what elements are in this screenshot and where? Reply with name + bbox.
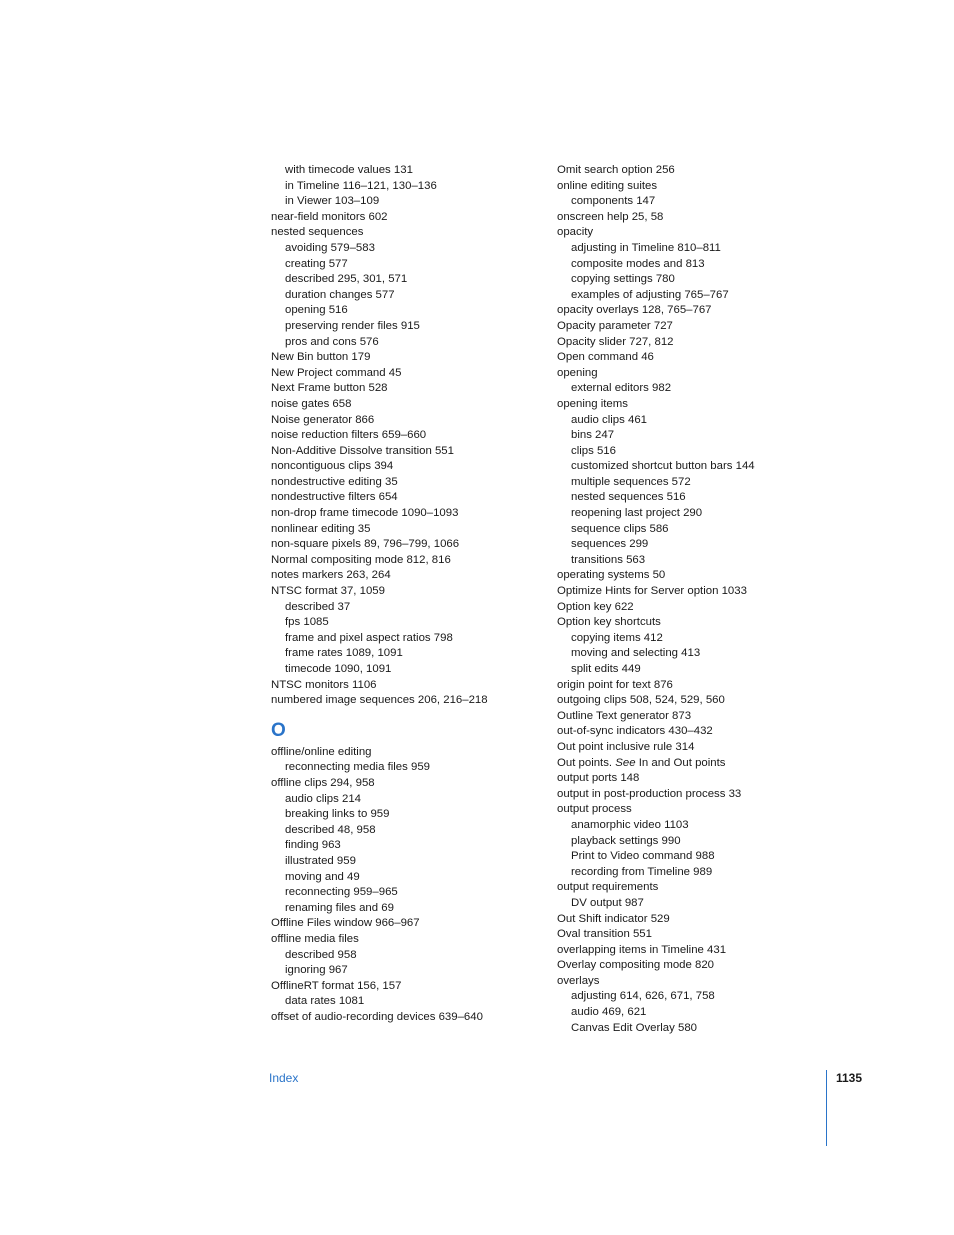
index-entry: Noise generator 866 <box>271 413 375 426</box>
index-entry: near-field monitors 602 <box>271 210 388 223</box>
index-entry: Outline Text generator 873 <box>557 709 692 722</box>
index-entry: Offline Files window 966–967 <box>271 917 420 930</box>
index-entry: Option key shortcuts <box>557 616 661 629</box>
index-entry: Out point inclusive rule 314 <box>557 740 695 753</box>
index-subentry: in Viewer 103–109 <box>285 195 380 208</box>
index-entry: noise gates 658 <box>271 397 352 410</box>
page-number: 1135 <box>836 1071 863 1085</box>
footer-divider <box>826 1070 827 1146</box>
index-subentry: bins 247 <box>571 429 615 442</box>
index-entry: offline clips 294, 958 <box>271 776 375 789</box>
index-subentry: nested sequences 516 <box>571 491 686 504</box>
index-subentry: described 48, 958 <box>285 823 376 836</box>
index-subentry: transitions 563 <box>571 553 646 566</box>
index-subentry: reconnecting 959–965 <box>285 886 398 899</box>
index-entry: OfflineRT format 156, 157 <box>271 979 402 992</box>
index-subentry: playback settings 990 <box>571 834 681 847</box>
index-entry: noncontiguous clips 394 <box>271 460 394 473</box>
index-subentry: in Timeline 116–121, 130–136 <box>285 179 437 192</box>
index-subentry: avoiding 579–583 <box>285 241 375 254</box>
index-entry: noise reduction filters 659–660 <box>271 429 427 442</box>
index-subentry: examples of adjusting 765–767 <box>571 288 729 301</box>
index-entry: opacity <box>557 226 594 239</box>
index-entry: non-square pixels 89, 796–799, 1066 <box>271 538 460 551</box>
index-entry: numbered image sequences 206, 216–218 <box>271 694 488 707</box>
index-letter-heading: O <box>271 719 286 741</box>
index-column-right <box>557 163 857 1036</box>
index-subentry: copying items 412 <box>571 631 663 644</box>
see-target: In and Out points <box>635 756 726 769</box>
index-subentry: data rates 1081 <box>285 995 365 1008</box>
index-entry: Out Shift indicator 529 <box>557 912 670 925</box>
index-entry: operating systems 50 <box>557 569 666 582</box>
index-subentry: adjusting in Timeline 810–811 <box>571 241 721 254</box>
index-subentry: duration changes 577 <box>285 288 395 301</box>
index-subentry: multiple sequences 572 <box>571 475 691 488</box>
index-entry: Oval transition 551 <box>557 928 652 941</box>
index-subentry: creating 577 <box>285 257 348 270</box>
index-subentry: external editors 982 <box>571 382 672 395</box>
index-entry: onscreen help 25, 58 <box>557 210 664 223</box>
index-entry: Omit search option 256 <box>557 164 675 176</box>
index-entry: Normal compositing mode 812, 816 <box>271 553 451 566</box>
index-subentry: preserving render files 915 <box>285 319 420 332</box>
index-subentry: composite modes and 813 <box>571 257 705 270</box>
index-entry: New Bin button 179 <box>271 351 371 364</box>
index-subentry: audio 469, 621 <box>571 1006 647 1019</box>
index-subentry: adjusting 614, 626, 671, 758 <box>571 990 715 1003</box>
index-entry: NTSC format 37, 1059 <box>271 585 385 598</box>
index-subentry: fps 1085 <box>285 616 329 629</box>
index-subentry: described 958 <box>285 948 357 961</box>
index-entry: Optimize Hints for Server option 1033 <box>557 585 747 598</box>
index-subentry: audio clips 214 <box>285 792 361 805</box>
index-subentry: customized shortcut button bars 144 <box>571 460 755 473</box>
index-entry: opacity overlays 128, 765–767 <box>557 304 712 317</box>
index-entry: origin point for text 876 <box>557 678 673 691</box>
index-entry: Open command 46 <box>557 351 654 364</box>
index-subentry: frame rates 1089, 1091 <box>285 647 403 660</box>
index-entry: offset of audio-recording devices 639–640 <box>271 1010 483 1023</box>
index-subentry: components 147 <box>571 195 656 208</box>
index-subentry: clips 516 <box>571 444 616 457</box>
index-subentry: Print to Video command 988 <box>571 850 715 863</box>
index-entry: output ports 148 <box>557 772 640 785</box>
index-column-left <box>271 163 541 1025</box>
index-entry: Non-Additive Dissolve transition 551 <box>271 444 454 457</box>
index-subentry: finding 963 <box>285 839 341 852</box>
index-subentry: breaking links to 959 <box>285 808 390 821</box>
see-reference: See <box>615 756 636 769</box>
index-entry: Overlay compositing mode 820 <box>557 959 715 972</box>
index-entry: nondestructive filters 654 <box>271 491 398 504</box>
index-entry: Opacity parameter 727 <box>557 319 673 332</box>
index-entry-text: Out points. <box>557 756 613 769</box>
index-entry: NTSC monitors 1106 <box>271 678 377 691</box>
index-entry: non-drop frame timecode 1090–1093 <box>271 507 459 520</box>
index-entry: offline media files <box>271 932 359 945</box>
index-subentry: frame and pixel aspect ratios 798 <box>285 631 453 644</box>
index-entry: opening <box>557 366 598 379</box>
index-subentry: audio clips 461 <box>571 413 647 426</box>
index-subentry: recording from Timeline 989 <box>571 865 713 878</box>
index-entry: out-of-sync indicators 430–432 <box>557 725 713 738</box>
index-entry: online editing suites <box>557 179 658 192</box>
index-subentry: split edits 449 <box>571 663 641 675</box>
index-subentry: moving and 49 <box>285 870 360 883</box>
index-entry: New Project command 45 <box>271 366 402 379</box>
index-entry <box>557 756 857 772</box>
index-entry: output in post-production process 33 <box>557 787 742 800</box>
index-subentry: sequences 299 <box>571 538 649 551</box>
index-entry: opening items <box>557 397 628 410</box>
index-entry: output requirements <box>557 881 659 894</box>
footer-section-label: Index <box>269 1071 299 1085</box>
index-subentry: illustrated 959 <box>285 854 356 867</box>
index-subentry: copying settings 780 <box>571 273 675 286</box>
index-entry: overlays <box>557 974 600 987</box>
index-subentry: described 295, 301, 571 <box>285 273 408 286</box>
index-subentry: described 37 <box>285 600 351 613</box>
index-subentry: with timecode values 131 <box>285 164 413 176</box>
index-entry: Next Frame button 528 <box>271 382 388 395</box>
index-entry: Opacity slider 727, 812 <box>557 335 674 348</box>
index-entry: outgoing clips 508, 524, 529, 560 <box>557 694 725 707</box>
index-subentry: moving and selecting 413 <box>571 647 701 660</box>
index-entry: nested sequences <box>271 226 364 239</box>
index-subentry: pros and cons 576 <box>285 335 379 348</box>
index-subentry: reopening last project 290 <box>571 507 703 520</box>
index-subentry: renaming files and 69 <box>285 901 394 914</box>
index-subentry: Canvas Edit Overlay 580 <box>571 1021 697 1034</box>
index-subentry: reconnecting media files 959 <box>285 761 431 774</box>
index-subentry: sequence clips 586 <box>571 522 669 535</box>
index-entry: output process <box>557 803 632 816</box>
index-entry: nondestructive editing 35 <box>271 475 398 488</box>
index-entry: notes markers 263, 264 <box>271 569 391 582</box>
index-subentry: timecode 1090, 1091 <box>285 663 392 675</box>
index-entry: Option key 622 <box>557 600 634 613</box>
index-subentry: ignoring 967 <box>285 964 348 977</box>
index-subentry: anamorphic video 1103 <box>571 818 689 831</box>
index-entry: nonlinear editing 35 <box>271 522 371 535</box>
index-subentry: DV output 987 <box>571 896 644 909</box>
index-entry: offline/online editing <box>271 745 372 758</box>
index-entry: overlapping items in Timeline 431 <box>557 943 727 956</box>
index-subentry: opening 516 <box>285 304 348 317</box>
